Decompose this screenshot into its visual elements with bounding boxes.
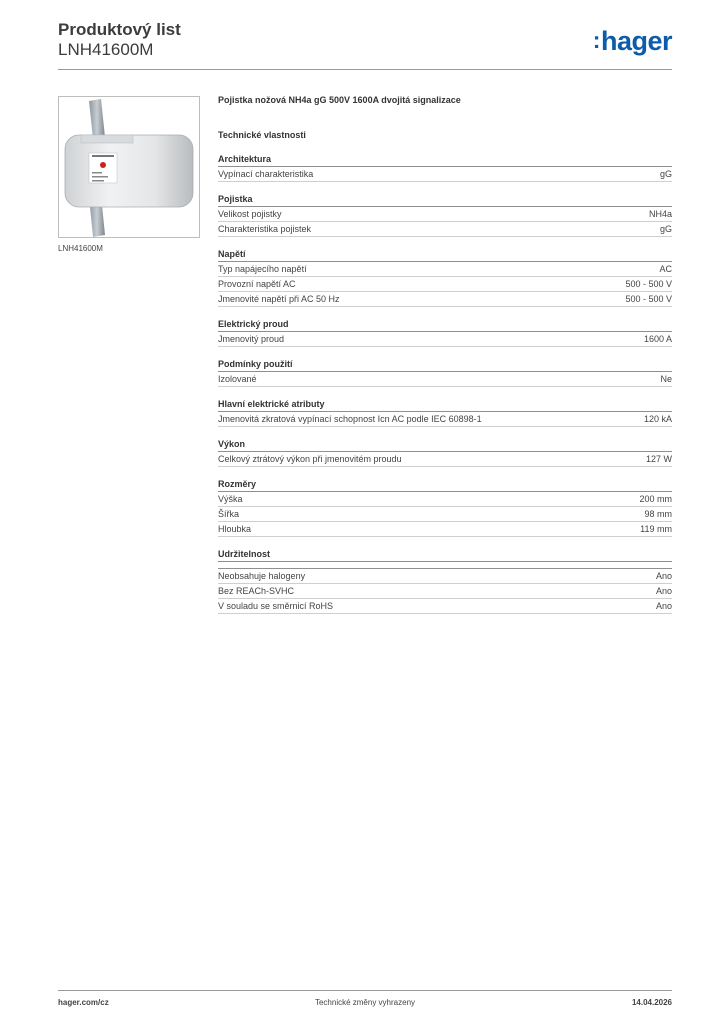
property-value: 1600 A (643, 334, 672, 344)
section-title: Pojistka (218, 193, 672, 207)
section-title: Rozměry (218, 478, 672, 492)
section-title: Výkon (218, 438, 672, 452)
section-title: Hlavní elektrické atributy (218, 398, 672, 412)
property-row (218, 452, 672, 467)
property-value: 500 - 500 V (625, 279, 672, 289)
property-label: Jmenovité napětí při AC 50 Hz (218, 294, 340, 304)
property-section (218, 153, 672, 182)
logo-colon-icon: : (592, 27, 600, 53)
section-title: Napětí (218, 248, 672, 262)
property-row (218, 372, 672, 387)
property-value: gG (659, 224, 672, 234)
property-value: 500 - 500 V (625, 294, 672, 304)
property-label: Vypínací charakteristika (218, 169, 314, 179)
property-row (218, 222, 672, 237)
property-label: Velikost pojistky (218, 209, 282, 219)
property-row (218, 262, 672, 277)
product-code: LNH41600M (58, 40, 154, 59)
header-divider (58, 69, 672, 70)
footer-divider (58, 990, 672, 991)
property-row (218, 292, 672, 307)
hager-logo (593, 26, 672, 57)
property-label: Izolované (218, 374, 257, 384)
property-section (218, 548, 672, 614)
property-value: Ne (660, 374, 672, 384)
property-label: Bez REACh-SVHC (218, 586, 295, 596)
property-value: 200 mm (639, 494, 672, 504)
footer-website: hager.com/cz (58, 998, 109, 1007)
property-value: Ano (655, 571, 672, 581)
property-section (218, 318, 672, 347)
property-row (218, 522, 672, 537)
footer-note: Technické změny vyhrazeny (314, 998, 416, 1007)
property-label: Výška (218, 494, 243, 504)
property-row (218, 507, 672, 522)
section-spacer (218, 562, 672, 569)
property-label: Jmenovitá zkratová vypínací schopnost Icn AC podle IEC 60898-1 (218, 414, 482, 424)
property-row (218, 412, 672, 427)
page-header (58, 20, 672, 70)
property-label: Celkový ztrátový výkon při jmenovitém proudu (218, 454, 402, 464)
fuse-icon (59, 97, 199, 237)
property-row (218, 599, 672, 614)
property-row (218, 332, 672, 347)
property-label: Šířka (218, 509, 240, 519)
property-value: AC (659, 264, 672, 274)
property-row (218, 492, 672, 507)
property-value: 98 mm (644, 509, 672, 519)
document-title: Produktový list (58, 20, 181, 39)
property-section (218, 358, 672, 387)
property-section (218, 193, 672, 237)
property-label: Charakteristika pojistek (218, 224, 312, 234)
property-label: Hloubka (218, 524, 252, 534)
property-label: Typ napájecího napětí (218, 264, 307, 274)
property-row (218, 277, 672, 292)
section-title: Udržitelnost (218, 548, 672, 562)
product-details (218, 94, 672, 614)
section-title: Architektura (218, 153, 672, 167)
property-row (218, 569, 672, 584)
property-section (218, 398, 672, 427)
property-value: NH4a (648, 209, 672, 219)
property-row (218, 584, 672, 599)
property-value: Ano (655, 601, 672, 611)
property-section (218, 438, 672, 467)
property-sections (218, 153, 672, 614)
property-value: 120 kA (643, 414, 672, 424)
property-label: V souladu se směrnicí RoHS (218, 601, 334, 611)
product-image-caption: LNH41600M (58, 244, 103, 253)
logo-text: hager (600, 26, 672, 56)
property-section (218, 478, 672, 537)
property-value: gG (659, 169, 672, 179)
section-title: Elektrický proud (218, 318, 672, 332)
section-title: Podmínky použití (218, 358, 672, 372)
property-value: 119 mm (640, 524, 672, 534)
property-value: Ano (655, 586, 672, 596)
footer-date: 14.04.2026 (631, 998, 672, 1007)
product-image (58, 96, 200, 238)
property-label: Jmenovitý proud (218, 334, 285, 344)
property-label: Provozní napětí AC (218, 279, 296, 289)
product-name: Pojistka nožová NH4a gG 500V 1600A dvojitá signalizace (218, 95, 461, 105)
property-row (218, 167, 672, 182)
property-label: Neobsahuje halogeny (218, 571, 306, 581)
technical-properties-heading: Technické vlastnosti (218, 130, 306, 140)
property-value: 127 W (645, 454, 672, 464)
property-row (218, 207, 672, 222)
property-section (218, 248, 672, 307)
